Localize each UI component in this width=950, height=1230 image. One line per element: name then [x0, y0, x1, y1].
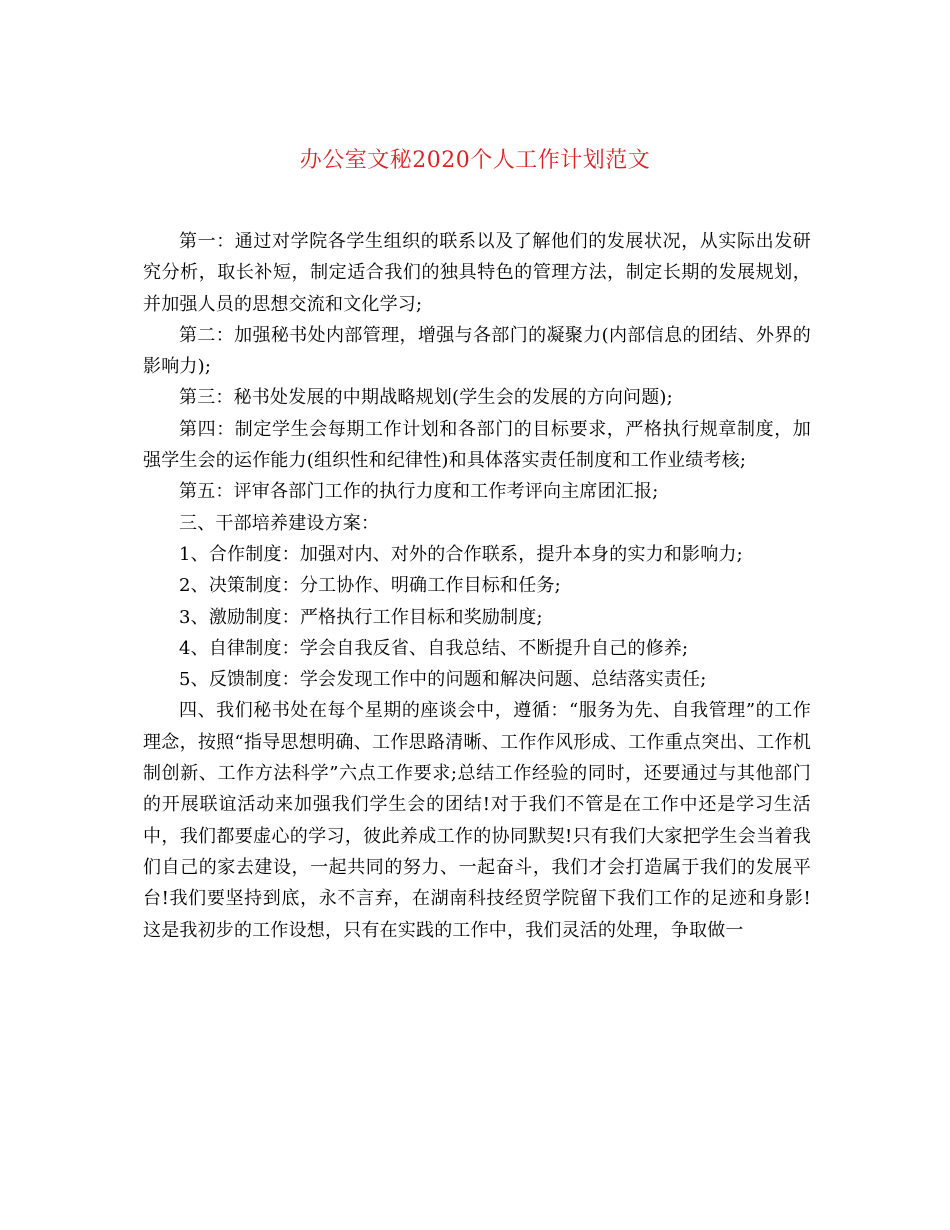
document-body	[143, 226, 811, 946]
list-item-incentive: 3、激励制度：严格执行工作目标和奖励制度;	[179, 606, 543, 628]
list-item-cooperation: 1、合作制度：加强对内、对外的合作联系，提升本身的实力和影响力;	[179, 543, 743, 565]
paragraph-3: 第三：秘书处发展的中期战略规划(学生会的发展的方向问题);	[179, 387, 673, 409]
list-item-self-discipline: 4、自律制度：学会自我反省、自我总结、不断提升自己的修养;	[179, 637, 689, 659]
section-heading-cadre-training: 三、干部培养建设方案：	[179, 512, 380, 534]
list-item-decision: 2、决策制度：分工协作、明确工作目标和任务;	[179, 575, 561, 597]
paragraph-5: 第五：评审各部门工作的执行力度和工作考评向主席团汇报;	[179, 481, 659, 503]
paragraph-4: 第四：制定学生会每期工作计划和各部门的目标要求，严格执行规章制度，加强学生会的运作能力(组织性和纪律性)和具体落实责任制度和工作业绩考核;	[143, 418, 811, 472]
paragraph-2: 第二：加强秘书处内部管理，增强与各部门的凝聚力(内部信息的团结、外界的影响力);	[143, 324, 811, 378]
paragraph-1: 第一：通过对学院各学生组织的联系以及了解他们的发展状况，从实际出发研究分析，取长补短，制定适合我们的独具特色的管理方法，制定长期的发展规划，并加强人员的思想交流和文化学习;	[143, 231, 811, 315]
document-title: 办公室文秘2020个人工作计划范文	[299, 148, 651, 173]
list-item-feedback: 5、反馈制度：学会发现工作中的问题和解决问题、总结落实责任;	[179, 669, 707, 691]
paragraph-section-four: 四、我们秘书处在每个星期的座谈会中，遵循：“服务为先、自我管理”的工作理念，按照“指导思想明确、工作思路清晰、工作作风形成、工作重点突出、工作机制创新、工作方法科学”六点工作要求;总结工作经验的同时，还要通过与其他部门的开展联谊活动来加强我们学生会的团结!对于我们不管是在工作中还是学习生活中，我们都要虚心的学习，彼此养成工作的协同默契!只有我们大家把学生会当着我们自己的家去建设，一起共同的努力、一起奋斗，我们才会打造属于我们的发展平台!我们要坚持到底，永不言弃，在湖南科技经贸学院留下我们工作的足迹和身影!这是我初步的工作设想，只有在实践的工作中，我们灵活的处理，争取做一	[143, 700, 811, 941]
